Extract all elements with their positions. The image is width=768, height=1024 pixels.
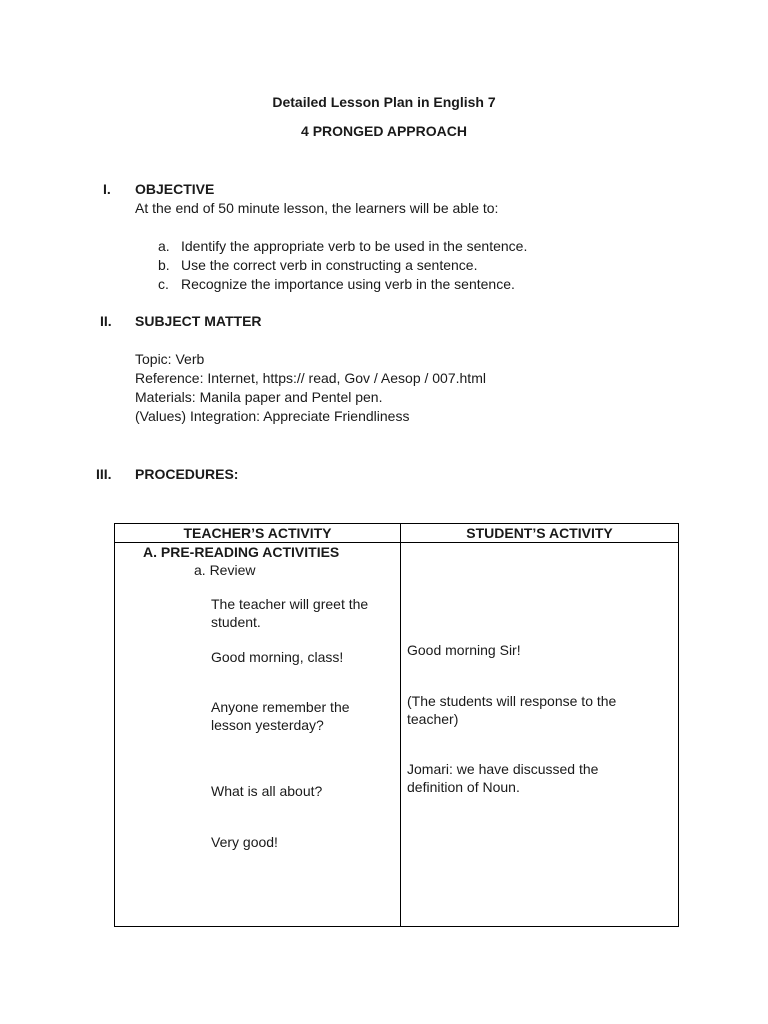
objective-intro: At the end of 50 minute lesson, the learners will be able to: bbox=[135, 200, 499, 216]
teacher-line: student. bbox=[211, 614, 261, 630]
objective-item-text: Use the correct verb in constructing a sentence. bbox=[181, 257, 478, 273]
teacher-line: Very good! bbox=[211, 834, 278, 850]
pre-reading-heading: A. PRE-READING ACTIVITIES bbox=[143, 544, 340, 560]
teacher-line: Anyone remember the bbox=[211, 699, 350, 715]
subject-materials: Materials: Manila paper and Pentel pen. bbox=[135, 389, 383, 405]
table-column-divider bbox=[400, 524, 401, 926]
student-line: Good morning Sir! bbox=[407, 642, 521, 658]
objective-item-text: Recognize the importance using verb in the sentence. bbox=[181, 276, 515, 292]
activity-table bbox=[114, 523, 679, 927]
subject-reference: Reference: Internet, https:// read, Gov / Aesop / 007.html bbox=[135, 370, 486, 386]
student-line: definition of Noun. bbox=[407, 779, 520, 795]
document-subtitle: 4 PRONGED APPROACH bbox=[301, 123, 467, 139]
objective-item-letter: a. bbox=[158, 238, 170, 254]
teacher-line: The teacher will greet the bbox=[211, 596, 369, 612]
objective-item-text: Identify the appropriate verb to be used in the sentence. bbox=[181, 238, 528, 254]
subject-topic: Topic: Verb bbox=[135, 351, 205, 367]
document-title: Detailed Lesson Plan in English 7 bbox=[272, 94, 496, 110]
section-heading-objective: OBJECTIVE bbox=[135, 181, 215, 197]
student-line: Jomari: we have discussed the bbox=[407, 761, 599, 777]
section-numeral-subject-matter: II. bbox=[100, 313, 112, 329]
student-activity-header: STUDENT’S ACTIVITY bbox=[466, 525, 613, 541]
teacher-line: What is all about? bbox=[211, 783, 323, 799]
subject-values: (Values) Integration: Appreciate Friendliness bbox=[135, 408, 410, 424]
teacher-line: Good morning, class! bbox=[211, 649, 344, 665]
teacher-line: lesson yesterday? bbox=[211, 717, 324, 733]
objective-item-letter: c. bbox=[158, 276, 169, 292]
student-line: (The students will response to the bbox=[407, 693, 617, 709]
teacher-activity-header: TEACHER’S ACTIVITY bbox=[183, 525, 332, 541]
section-numeral-objective: I. bbox=[103, 181, 111, 197]
review-subheading: a. Review bbox=[194, 562, 256, 578]
section-numeral-procedures: III. bbox=[96, 466, 112, 482]
section-heading-subject-matter: SUBJECT MATTER bbox=[135, 313, 262, 329]
objective-item-letter: b. bbox=[158, 257, 170, 273]
student-line: teacher) bbox=[407, 711, 459, 727]
section-heading-procedures: PROCEDURES: bbox=[135, 466, 239, 482]
